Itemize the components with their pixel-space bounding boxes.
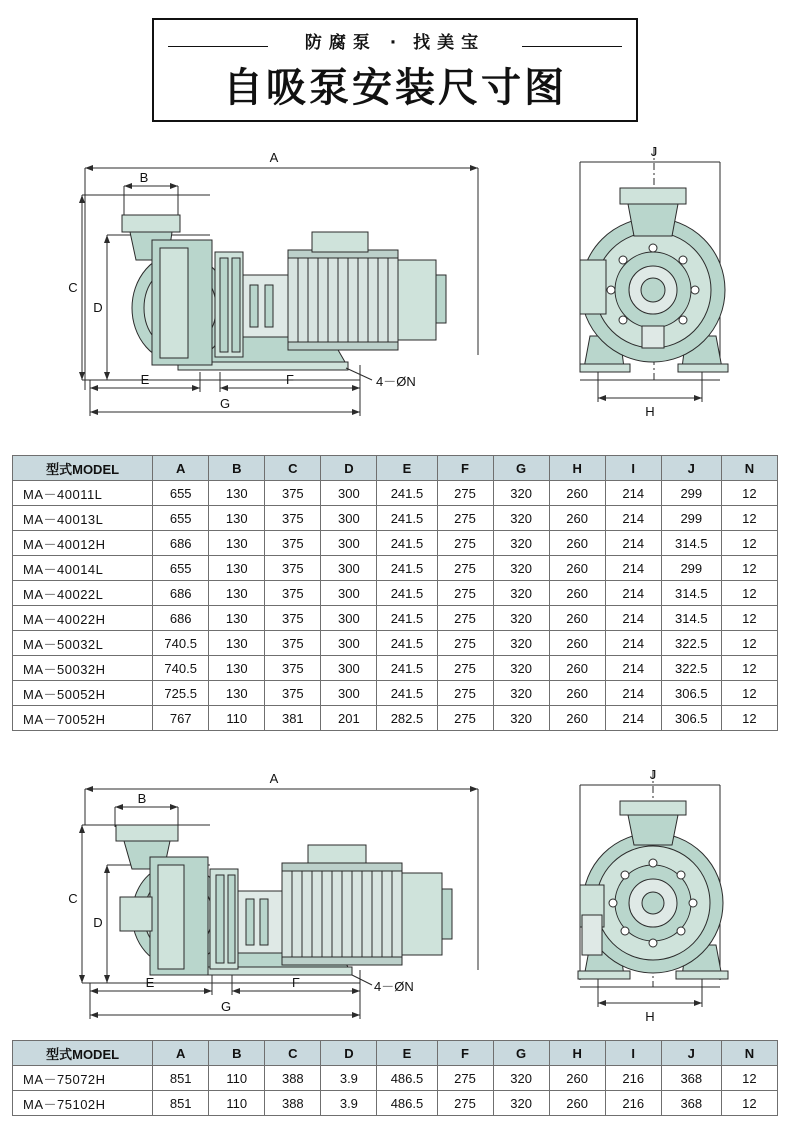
table-row	[13, 681, 778, 706]
table-row	[13, 531, 778, 556]
label-E-bottom: E	[145, 975, 155, 990]
header-subtitle-right: 找美宝	[413, 33, 486, 53]
cell-J: 306.5	[661, 681, 721, 706]
cell-A: 686	[153, 581, 209, 606]
table-row	[13, 581, 778, 606]
cell-N: 12	[721, 606, 777, 631]
cell-A: 655	[153, 556, 209, 581]
table-header-row	[13, 1041, 778, 1066]
cell-H: 260	[549, 481, 605, 506]
label-C-top: C	[68, 280, 78, 295]
table-row	[13, 631, 778, 656]
cell-D: 300	[321, 531, 377, 556]
cell-E: 241.5	[377, 656, 437, 681]
cell-G: 320	[493, 531, 549, 556]
cell-H: 260	[549, 1066, 605, 1091]
cell-D: 300	[321, 556, 377, 581]
cell-G: 320	[493, 631, 549, 656]
cell-J: 314.5	[661, 581, 721, 606]
cell-I: 214	[605, 556, 661, 581]
cell-I: 214	[605, 656, 661, 681]
cell-A: 686	[153, 606, 209, 631]
cell-model: MA－75072H	[13, 1066, 153, 1091]
cell-G: 320	[493, 1091, 549, 1116]
page-title: 自吸泵安装尺寸图	[223, 65, 567, 111]
cell-A: 740.5	[153, 656, 209, 681]
cell-J: 314.5	[661, 531, 721, 556]
cell-I: 214	[605, 481, 661, 506]
th-B: B	[209, 1041, 265, 1066]
cell-H: 260	[549, 606, 605, 631]
cell-C: 388	[265, 1066, 321, 1091]
cell-H: 260	[549, 556, 605, 581]
label-G-top: G	[219, 396, 231, 411]
cell-B: 130	[209, 581, 265, 606]
th-model: 型式MODEL	[13, 1041, 153, 1066]
cell-D: 3.9	[321, 1091, 377, 1116]
cell-E: 486.5	[377, 1091, 437, 1116]
label-B-top: B	[139, 170, 149, 185]
cell-I: 214	[605, 681, 661, 706]
cell-model: MA－40014L	[13, 556, 153, 581]
cell-N: 12	[721, 1066, 777, 1091]
cell-J: 306.5	[661, 706, 721, 731]
cell-D: 300	[321, 681, 377, 706]
cell-B: 130	[209, 606, 265, 631]
th-N: N	[721, 456, 777, 481]
cell-I: 214	[605, 581, 661, 606]
cell-A: 851	[153, 1066, 209, 1091]
cell-B: 130	[209, 506, 265, 531]
cell-G: 320	[493, 481, 549, 506]
cell-C: 375	[265, 681, 321, 706]
cell-model: MA－70052H	[13, 706, 153, 731]
cell-B: 130	[209, 481, 265, 506]
label-B-bottom: B	[137, 791, 147, 806]
cell-J: 299	[661, 506, 721, 531]
cell-N: 12	[721, 681, 777, 706]
cell-C: 388	[265, 1091, 321, 1116]
table-header-row	[13, 456, 778, 481]
cell-C: 375	[265, 531, 321, 556]
cell-model: MA－50032H	[13, 656, 153, 681]
cell-H: 260	[549, 681, 605, 706]
th-F: F	[437, 456, 493, 481]
cell-B: 110	[209, 706, 265, 731]
th-A: A	[153, 456, 209, 481]
cell-A: 686	[153, 531, 209, 556]
table-row	[13, 706, 778, 731]
label-F-top: F	[286, 372, 294, 387]
cell-C: 375	[265, 506, 321, 531]
cell-D: 300	[321, 606, 377, 631]
label-J-top: J	[650, 144, 658, 159]
cell-E: 241.5	[377, 506, 437, 531]
cell-model: MA－40011L	[13, 481, 153, 506]
cell-B: 130	[209, 681, 265, 706]
cell-N: 12	[721, 706, 777, 731]
cell-A: 740.5	[153, 631, 209, 656]
th-D: D	[321, 456, 377, 481]
cell-C: 375	[265, 656, 321, 681]
label-D-top: D	[93, 300, 103, 315]
cell-F: 275	[437, 481, 493, 506]
label-holes-top: 4－ØN	[376, 374, 416, 389]
th-G: G	[493, 1041, 549, 1066]
table-row	[13, 1066, 778, 1091]
cell-H: 260	[549, 531, 605, 556]
table-row	[13, 1091, 778, 1116]
cell-E: 241.5	[377, 581, 437, 606]
cell-J: 368	[661, 1066, 721, 1091]
cell-J: 368	[661, 1091, 721, 1116]
cell-N: 12	[721, 581, 777, 606]
cell-B: 130	[209, 531, 265, 556]
cell-E: 241.5	[377, 556, 437, 581]
cell-F: 275	[437, 606, 493, 631]
cell-F: 275	[437, 581, 493, 606]
th-model: 型式MODEL	[13, 456, 153, 481]
cell-J: 322.5	[661, 631, 721, 656]
cell-C: 375	[265, 556, 321, 581]
cell-C: 375	[265, 481, 321, 506]
cell-A: 851	[153, 1091, 209, 1116]
page-header	[152, 18, 638, 122]
cell-A: 655	[153, 481, 209, 506]
cell-H: 260	[549, 581, 605, 606]
cell-I: 214	[605, 631, 661, 656]
table-row	[13, 606, 778, 631]
cell-G: 320	[493, 656, 549, 681]
spec-table-2	[12, 1040, 778, 1116]
cell-H: 260	[549, 706, 605, 731]
diagram-top-front-view	[520, 140, 770, 430]
diagram-top-side-view	[60, 140, 490, 430]
cell-J: 299	[661, 556, 721, 581]
th-I: I	[605, 1041, 661, 1066]
header-subtitle-dot: ·	[389, 33, 401, 53]
cell-C: 375	[265, 581, 321, 606]
label-J-bottom: J	[649, 767, 657, 782]
cell-D: 300	[321, 581, 377, 606]
cell-F: 275	[437, 656, 493, 681]
th-B: B	[209, 456, 265, 481]
cell-E: 282.5	[377, 706, 437, 731]
cell-I: 214	[605, 606, 661, 631]
diagram-bottom-front-view	[520, 765, 770, 1035]
label-F-bottom: F	[292, 975, 300, 990]
label-A-top: A	[269, 150, 279, 165]
cell-model: MA－75102H	[13, 1091, 153, 1116]
cell-C: 381	[265, 706, 321, 731]
label-G-bottom: G	[220, 999, 232, 1014]
th-C: C	[265, 456, 321, 481]
cell-B: 110	[209, 1066, 265, 1091]
cell-B: 130	[209, 631, 265, 656]
cell-D: 300	[321, 506, 377, 531]
cell-D: 3.9	[321, 1066, 377, 1091]
cell-N: 12	[721, 506, 777, 531]
cell-I: 214	[605, 706, 661, 731]
cell-A: 655	[153, 506, 209, 531]
cell-F: 275	[437, 556, 493, 581]
cell-C: 375	[265, 606, 321, 631]
cell-E: 241.5	[377, 531, 437, 556]
cell-B: 110	[209, 1091, 265, 1116]
cell-G: 320	[493, 581, 549, 606]
cell-model: MA－40022L	[13, 581, 153, 606]
header-subtitle	[154, 28, 636, 53]
cell-N: 12	[721, 531, 777, 556]
cell-I: 216	[605, 1066, 661, 1091]
cell-I: 216	[605, 1091, 661, 1116]
label-C-bottom: C	[68, 891, 78, 906]
cell-I: 214	[605, 506, 661, 531]
cell-model: MA－40013L	[13, 506, 153, 531]
cell-D: 300	[321, 631, 377, 656]
cell-E: 241.5	[377, 481, 437, 506]
label-H-top: H	[645, 404, 655, 419]
cell-G: 320	[493, 706, 549, 731]
cell-G: 320	[493, 506, 549, 531]
cell-N: 12	[721, 631, 777, 656]
cell-N: 12	[721, 481, 777, 506]
cell-E: 241.5	[377, 681, 437, 706]
cell-F: 275	[437, 706, 493, 731]
cell-F: 275	[437, 1091, 493, 1116]
cell-E: 486.5	[377, 1066, 437, 1091]
cell-G: 320	[493, 606, 549, 631]
cell-F: 275	[437, 631, 493, 656]
spec-table-1	[12, 455, 778, 731]
cell-E: 241.5	[377, 631, 437, 656]
th-F: F	[437, 1041, 493, 1066]
th-I: I	[605, 456, 661, 481]
cell-F: 275	[437, 506, 493, 531]
cell-J: 299	[661, 481, 721, 506]
cell-model: MA－40012H	[13, 531, 153, 556]
label-E-top: E	[140, 372, 150, 387]
cell-N: 12	[721, 656, 777, 681]
th-G: G	[493, 456, 549, 481]
table-row	[13, 481, 778, 506]
label-H-bottom: H	[645, 1009, 655, 1024]
cell-D: 300	[321, 481, 377, 506]
cell-H: 260	[549, 656, 605, 681]
cell-J: 322.5	[661, 656, 721, 681]
th-N: N	[721, 1041, 777, 1066]
cell-J: 314.5	[661, 606, 721, 631]
cell-H: 260	[549, 1091, 605, 1116]
cell-model: MA－40022H	[13, 606, 153, 631]
cell-H: 260	[549, 506, 605, 531]
cell-G: 320	[493, 1066, 549, 1091]
cell-A: 725.5	[153, 681, 209, 706]
cell-F: 275	[437, 1066, 493, 1091]
th-D: D	[321, 1041, 377, 1066]
table-row	[13, 556, 778, 581]
label-D-bottom: D	[93, 915, 103, 930]
cell-B: 130	[209, 656, 265, 681]
th-H: H	[549, 1041, 605, 1066]
table-row	[13, 656, 778, 681]
cell-N: 12	[721, 1091, 777, 1116]
cell-A: 767	[153, 706, 209, 731]
cell-model: MA－50052H	[13, 681, 153, 706]
th-C: C	[265, 1041, 321, 1066]
header-subtitle-left: 防腐泵	[304, 33, 377, 53]
label-A-bottom: A	[269, 771, 279, 786]
cell-I: 214	[605, 531, 661, 556]
th-E: E	[377, 1041, 437, 1066]
diagram-bottom-side-view	[60, 765, 490, 1035]
cell-H: 260	[549, 631, 605, 656]
cell-N: 12	[721, 556, 777, 581]
cell-D: 201	[321, 706, 377, 731]
cell-D: 300	[321, 656, 377, 681]
th-H: H	[549, 456, 605, 481]
cell-F: 275	[437, 681, 493, 706]
th-J: J	[661, 456, 721, 481]
cell-G: 320	[493, 556, 549, 581]
cell-B: 130	[209, 556, 265, 581]
cell-E: 241.5	[377, 606, 437, 631]
cell-F: 275	[437, 531, 493, 556]
th-A: A	[153, 1041, 209, 1066]
cell-model: MA－50032L	[13, 631, 153, 656]
th-E: E	[377, 456, 437, 481]
cell-G: 320	[493, 681, 549, 706]
th-J: J	[661, 1041, 721, 1066]
table-row	[13, 506, 778, 531]
cell-C: 375	[265, 631, 321, 656]
label-holes-bottom: 4－ØN	[374, 979, 414, 994]
